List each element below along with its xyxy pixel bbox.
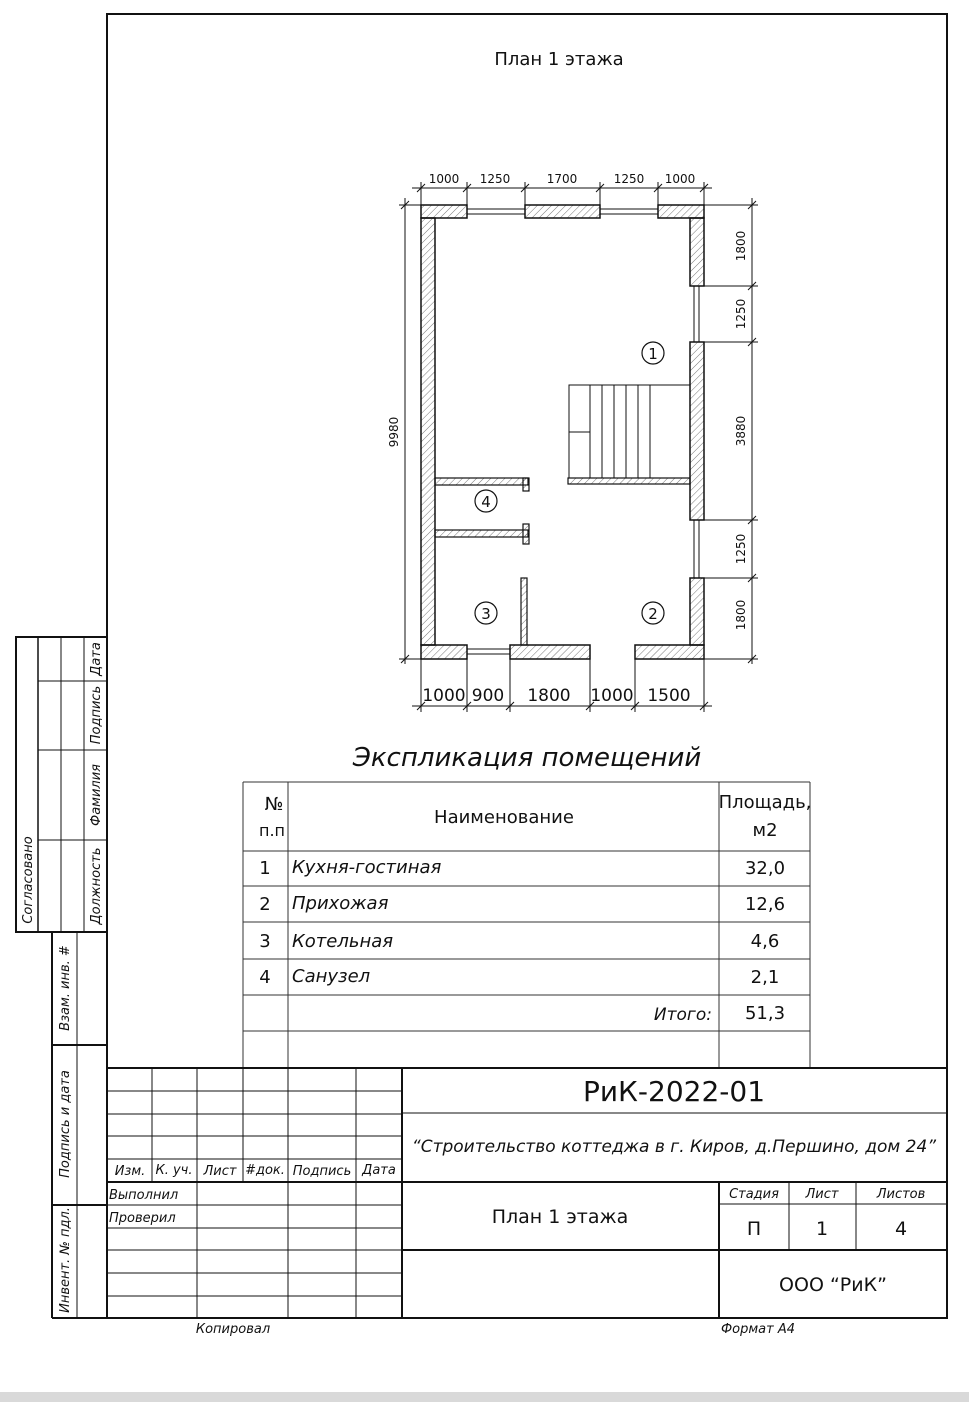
svg-text:12,6: 12,6	[744, 894, 786, 915]
sheets-value: 4	[894, 1218, 908, 1240]
explication-title: Экспликация помещений	[352, 743, 702, 773]
sheet-title: План 1 этажа	[494, 49, 624, 70]
col-num-top: №	[264, 794, 284, 815]
svg-text:4: 4	[481, 493, 491, 511]
table-row	[259, 857, 785, 879]
col-area-top: Площадь,	[718, 792, 812, 813]
col-izm: Изм.	[114, 1164, 146, 1179]
left-dimension	[399, 198, 421, 664]
project-name: “Строительство коттеджа в г. Киров, д.Першино, дом 24”	[411, 1137, 937, 1157]
svg-text:4: 4	[259, 967, 271, 988]
dim-top-5: 1000	[664, 172, 696, 186]
dim-bottom-3: 1800	[527, 686, 571, 706]
col-area-bottom: м2	[752, 820, 778, 841]
svg-text:Прихожая: Прихожая	[292, 893, 389, 914]
side-surname: Фамилия	[89, 764, 104, 826]
dim-bottom-2: 900	[471, 686, 505, 706]
svg-text:3: 3	[481, 605, 491, 623]
viewer-bottom-bar	[0, 1392, 969, 1402]
dim-right-5: 1800	[734, 599, 748, 631]
side-replaced-inv: Взам. инв. #	[58, 945, 73, 1031]
floor-plan	[387, 172, 758, 712]
svg-text:2: 2	[648, 605, 658, 623]
outer-walls	[421, 205, 704, 659]
right-dimensions	[704, 198, 758, 664]
side-inv-orig: Инвент. № пдл.	[58, 1207, 73, 1313]
footer-format: Формат А4	[720, 1322, 796, 1337]
col-num-bottom: п.п	[258, 821, 286, 840]
svg-text:32,0: 32,0	[744, 858, 786, 879]
col-k-uch: К. уч.	[155, 1163, 193, 1178]
total-label: Итого:	[653, 1005, 712, 1025]
company-name: ООО “РиК”	[779, 1274, 887, 1296]
dim-bottom-5: 1500	[647, 686, 691, 706]
performed-label: Выполнил	[109, 1188, 179, 1203]
room-marker-3	[475, 602, 497, 624]
col-date: Дата	[362, 1163, 396, 1178]
room-marker-4	[475, 490, 497, 512]
side-position: Должность	[89, 847, 104, 925]
room-marker-1	[642, 342, 664, 364]
stage-label: Стадия	[729, 1187, 779, 1202]
table-row	[259, 893, 785, 915]
checked-label: Проверил	[109, 1211, 176, 1226]
svg-text:3: 3	[259, 931, 271, 952]
dim-right-1: 1800	[734, 230, 748, 262]
svg-text:1: 1	[648, 345, 658, 363]
total-value: 51,3	[744, 1003, 786, 1024]
sheet-label: Лист	[805, 1187, 839, 1202]
col-name: Наименование	[434, 807, 574, 828]
dim-top-4: 1250	[613, 172, 645, 186]
svg-text:2: 2	[259, 894, 271, 915]
sheets-label: Листов	[876, 1187, 926, 1202]
svg-text:4,6: 4,6	[750, 931, 780, 952]
col-list: Лист	[203, 1164, 237, 1179]
dim-top-1: 1000	[428, 172, 460, 186]
dim-bottom-1: 1000	[422, 686, 466, 706]
col-signature: Подпись	[292, 1164, 352, 1179]
document-code: РиК-2022-01	[582, 1075, 766, 1108]
table-row	[259, 931, 779, 952]
svg-text:Котельная: Котельная	[292, 931, 394, 952]
svg-text:1: 1	[259, 858, 271, 879]
side-sign-date: Подпись и дата	[58, 1070, 73, 1178]
dim-bottom-4: 1000	[590, 686, 634, 706]
stamp-sheet-name: План 1 этажа	[491, 1206, 629, 1228]
side-date: Дата	[89, 642, 104, 676]
footer-copied: Копировал	[195, 1322, 271, 1337]
table-row	[259, 966, 779, 988]
room-marker-2	[642, 602, 664, 624]
side-signature: Подпись	[89, 685, 104, 745]
dim-left: 9980	[387, 416, 401, 448]
stage-value: П	[746, 1218, 762, 1240]
dim-top-2: 1250	[479, 172, 511, 186]
svg-text:Кухня-гостиная: Кухня-гостиная	[292, 857, 442, 878]
dim-right-2: 1250	[734, 298, 748, 330]
dim-right-4: 1250	[734, 533, 748, 565]
dim-right-3: 3880	[734, 415, 748, 447]
sheet-value: 1	[815, 1218, 829, 1240]
svg-text:Санузел: Санузел	[292, 966, 371, 987]
col-doc: #док.	[245, 1163, 285, 1178]
svg-text:2,1: 2,1	[750, 967, 780, 988]
staircase	[569, 385, 690, 478]
side-agreed: Согласовано	[21, 836, 36, 924]
dim-top-3: 1700	[546, 172, 578, 186]
